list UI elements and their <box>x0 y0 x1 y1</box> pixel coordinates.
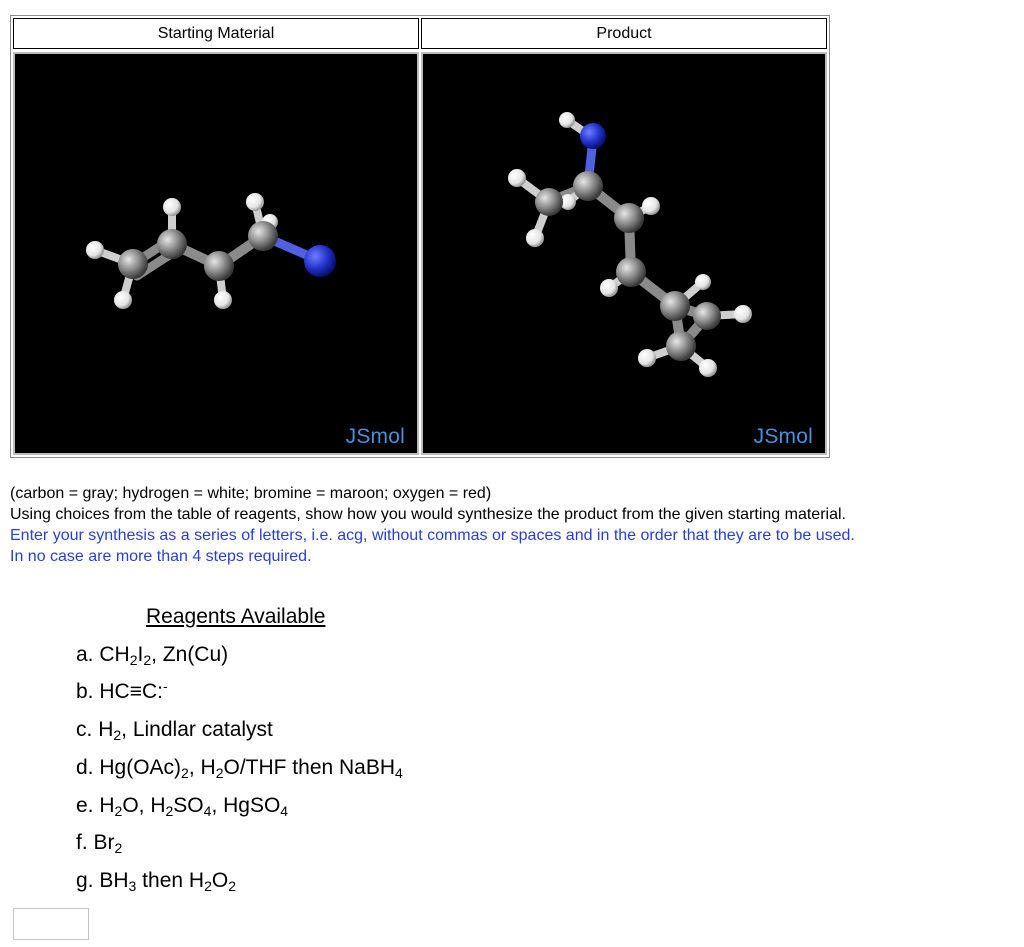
subscript: 2 <box>181 764 189 781</box>
reagent-text: , H <box>188 755 216 779</box>
hydrogen-atom <box>163 198 181 216</box>
carbon-atom <box>157 229 187 259</box>
hydrogen-atom <box>526 229 544 247</box>
reagent-text: Hg(OAc) <box>99 755 182 779</box>
reagent-b <box>76 673 403 711</box>
reagent-text: HC≡C: <box>99 680 163 704</box>
superscript: - <box>162 678 168 695</box>
subscript: 2 <box>143 651 152 668</box>
subscript: 2 <box>228 877 236 894</box>
starting-material-viewer[interactable] <box>13 52 419 455</box>
hydrogen-atom <box>508 169 526 187</box>
starting-material-header: Starting Material <box>13 18 419 49</box>
product-header: Product <box>421 18 827 49</box>
reagent-text: , Lindlar catalyst <box>121 718 273 742</box>
hydrogen-atom <box>214 291 232 309</box>
reagent-f <box>76 824 403 862</box>
reagent-g <box>76 862 403 900</box>
hydrogen-atom <box>246 193 264 211</box>
reagent-letter: e. <box>76 793 94 817</box>
instruction-line: Using choices from the table of reagents, show how you would synthesize the product from the given starting material. <box>10 506 846 523</box>
hydrogen-atom <box>559 112 575 128</box>
reagent-text: H <box>98 718 114 742</box>
reagent-c <box>76 711 403 749</box>
reagent-text: Br <box>93 831 115 855</box>
carbon-atom <box>248 221 278 251</box>
subscript: 2 <box>165 802 174 819</box>
carbon-atom <box>614 203 644 233</box>
subscript: 2 <box>215 764 224 781</box>
instruction-line: In no case are more than 4 steps required. <box>10 548 312 565</box>
hydrogen-atom <box>86 241 104 259</box>
reagent-letter: b. <box>76 680 94 704</box>
hydrogen-atom <box>600 279 618 297</box>
reagent-text: O, H <box>122 793 166 817</box>
reagent-text: SO <box>173 793 204 817</box>
subscript: 2 <box>129 651 138 668</box>
subscript: 4 <box>203 802 212 819</box>
instruction-line: Enter your synthesis as a series of letters, i.e. acg, without commas or spaces and in the order that they are to be used. <box>10 527 855 544</box>
hydrogen-atom <box>734 305 752 323</box>
subscript: 4 <box>280 802 289 819</box>
product-molecule <box>423 54 825 453</box>
hydrogen-atom <box>695 274 711 290</box>
subscript: 2 <box>113 727 122 744</box>
carbon-atom <box>118 249 148 279</box>
reagent-letter: g. <box>76 868 94 892</box>
reagents-list <box>76 598 403 900</box>
carbon-atom <box>535 188 563 216</box>
carbon-atom <box>616 257 646 287</box>
reagent-text: , Zn(Cu) <box>151 642 229 666</box>
reagent-text: I <box>137 642 144 666</box>
reagent-text: , HgSO <box>211 793 281 817</box>
reagent-letter: f. <box>76 831 88 855</box>
nitrogen-atom <box>304 245 336 277</box>
nitrogen-atom <box>580 123 606 149</box>
subscript: 4 <box>395 764 403 781</box>
reagent-letter: a. <box>76 642 94 666</box>
hydrogen-atom <box>638 349 656 367</box>
reagent-letter: c. <box>76 718 93 742</box>
carbon-atom <box>693 302 721 330</box>
reagent-text: BH <box>99 868 129 892</box>
starting-material-panel <box>13 18 419 455</box>
instructions <box>10 504 855 567</box>
reagent-a <box>76 636 403 674</box>
carbon-atom <box>573 171 603 201</box>
subscript: 3 <box>128 877 137 894</box>
reagent-text: H <box>99 793 115 817</box>
starting-material-molecule <box>15 54 417 453</box>
reagent-text: O <box>211 868 229 892</box>
product-viewer[interactable] <box>421 52 827 455</box>
molecule-panels <box>10 15 830 458</box>
answer-input[interactable] <box>13 908 89 940</box>
hydrogen-atom <box>699 359 717 377</box>
reagent-letter: d. <box>76 755 94 779</box>
reagents-title: Reagents Available <box>146 605 326 628</box>
reagent-text: CH <box>99 642 130 666</box>
carbon-atom <box>660 291 690 321</box>
jsmol-logo: JSmol <box>753 425 813 448</box>
reagent-e <box>76 787 403 825</box>
hydrogen-atom <box>642 197 660 215</box>
carbon-atom <box>204 251 234 281</box>
color-legend: (carbon = gray; hydrogen = white; bromine = maroon; oxygen = red) <box>10 485 492 502</box>
subscript: 2 <box>114 802 123 819</box>
carbon-atom <box>666 331 696 361</box>
subscript: 2 <box>204 877 212 894</box>
reagent-text: then H <box>136 868 205 892</box>
jsmol-logo: JSmol <box>345 425 405 448</box>
reagent-d <box>76 749 403 787</box>
subscript: 2 <box>114 840 123 857</box>
product-panel <box>421 18 827 455</box>
hydrogen-atom <box>114 291 132 309</box>
reagent-text: O/THF then NaBH <box>223 755 396 779</box>
